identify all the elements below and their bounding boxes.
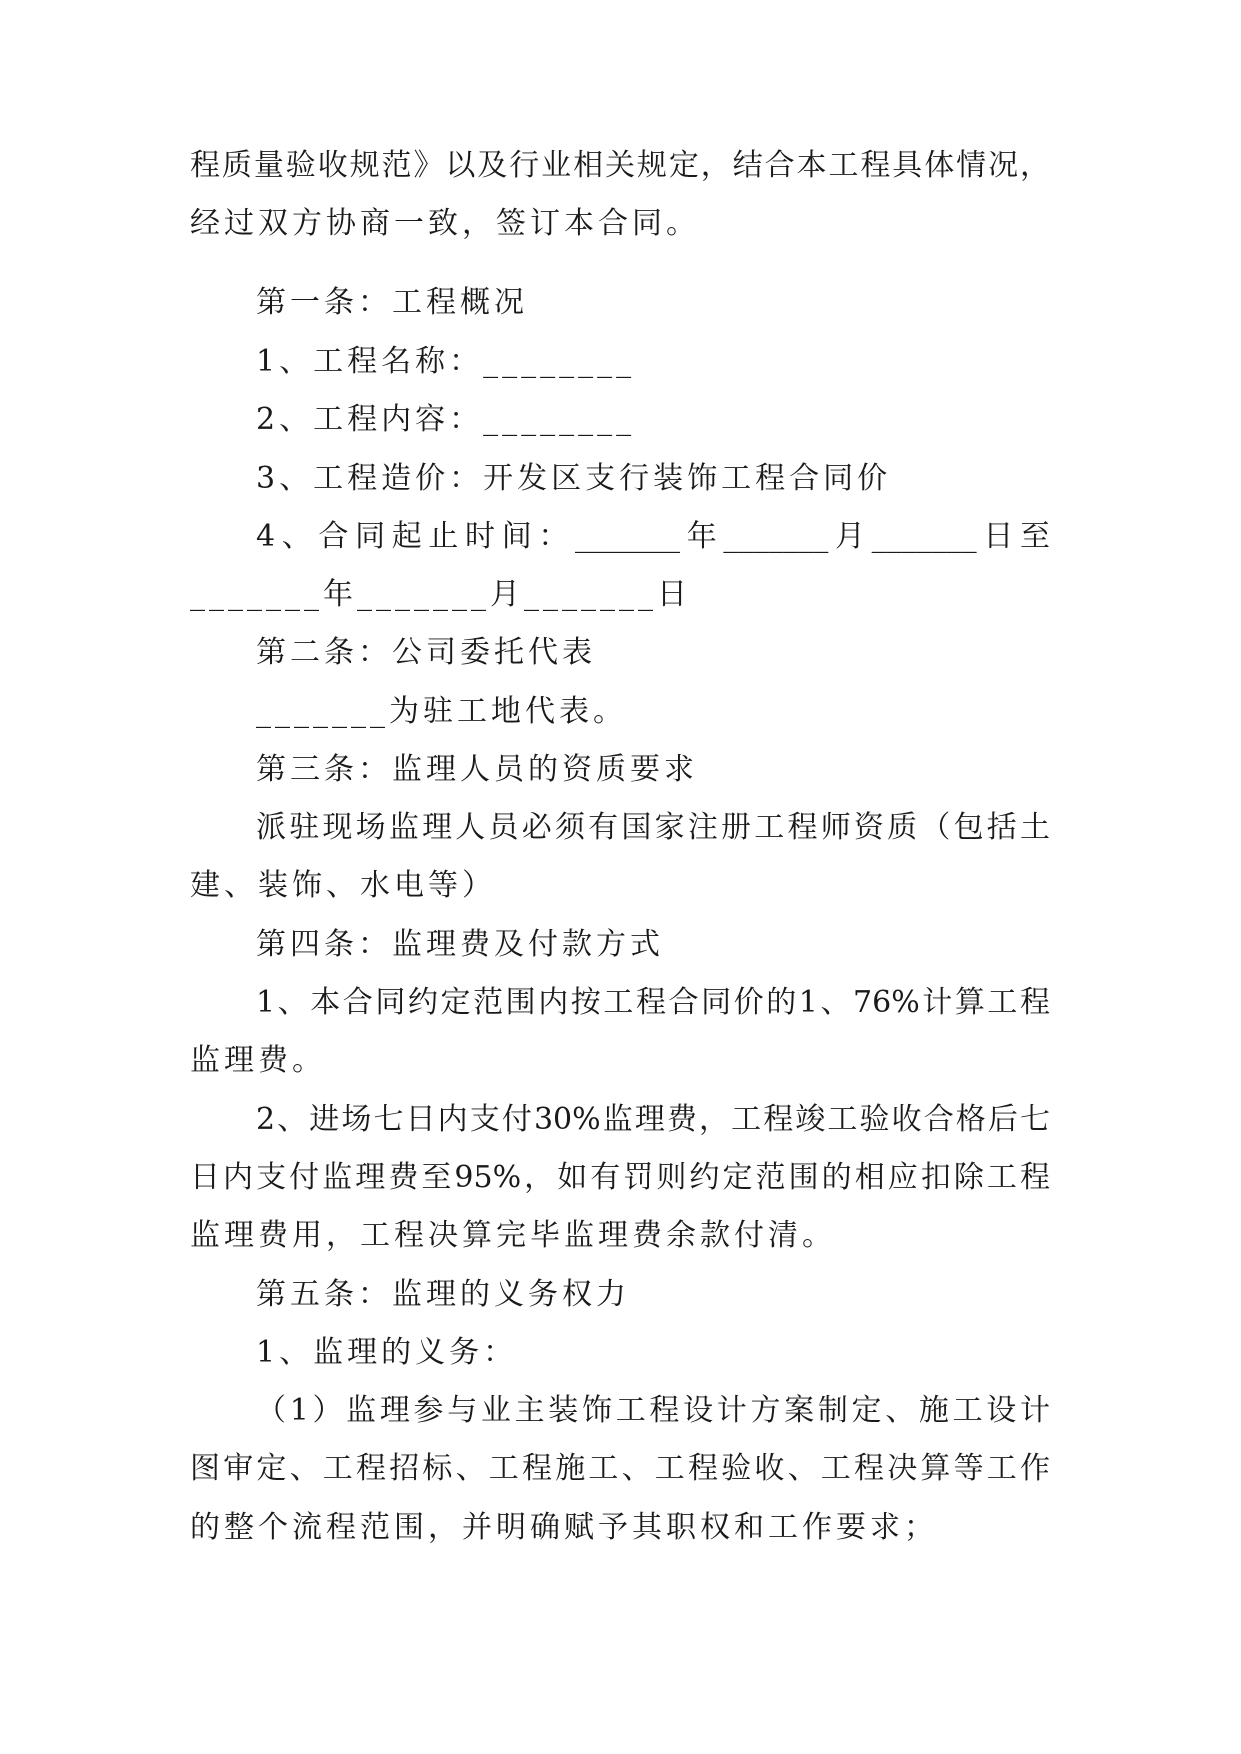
text-line: 2、进场七日内支付30%监理费，工程竣工验收合格后七 (256, 1102, 1050, 1137)
section-heading-5: 第五条：监理的义务权力 (256, 1277, 630, 1312)
text-line: 1、监理的义务： (256, 1335, 518, 1370)
section-heading-2: 第二条：公司委托代表 (256, 635, 596, 670)
text-line: 日内支付监理费至95%，如有罚则约定范围的相应扣除工程 (190, 1160, 1050, 1195)
text-line: 监理费。 (190, 1043, 326, 1078)
text-line: 监理费用，工程决算完毕监理费余款付清。 (190, 1218, 836, 1253)
text-line: 经过双方协商一致，签订本合同。 (190, 206, 700, 241)
text-line: 1、本合同约定范围内按工程合同价的1、76%计算工程 (256, 985, 1050, 1020)
text-line: _______为驻工地代表。 (256, 694, 627, 729)
text-line: 2、工程内容：________ (256, 402, 636, 437)
section-heading-4: 第四条：监理费及付款方式 (256, 927, 664, 962)
text-line: 4、合同起止时间：_______年_______月_______日至 (256, 519, 1050, 554)
text-line: （1）监理参与业主装饰工程设计方案制定、施工设计 (256, 1393, 1050, 1428)
text-line: 图审定、工程招标、工程施工、工程验收、工程决算等工作 (190, 1451, 1050, 1486)
section-heading-1: 第一条：工程概况 (256, 285, 528, 320)
text-line: 派驻现场监理人员必须有国家注册工程师资质（包括土 (256, 810, 1050, 845)
text-line: 程质量验收规范》以及行业相关规定，结合本工程具体情况， (190, 148, 1050, 183)
text-line: 3、工程造价：开发区支行装饰工程合同价 (256, 461, 892, 496)
text-line: 建、装饰、水电等） (190, 868, 496, 903)
text-line: 1、工程名称：________ (256, 344, 636, 379)
text-line: _______年_______月_______日 (190, 577, 691, 612)
text-line: 的整个流程范围，并明确赋予其职权和工作要求； (190, 1510, 938, 1545)
section-heading-3: 第三条：监理人员的资质要求 (256, 752, 698, 787)
